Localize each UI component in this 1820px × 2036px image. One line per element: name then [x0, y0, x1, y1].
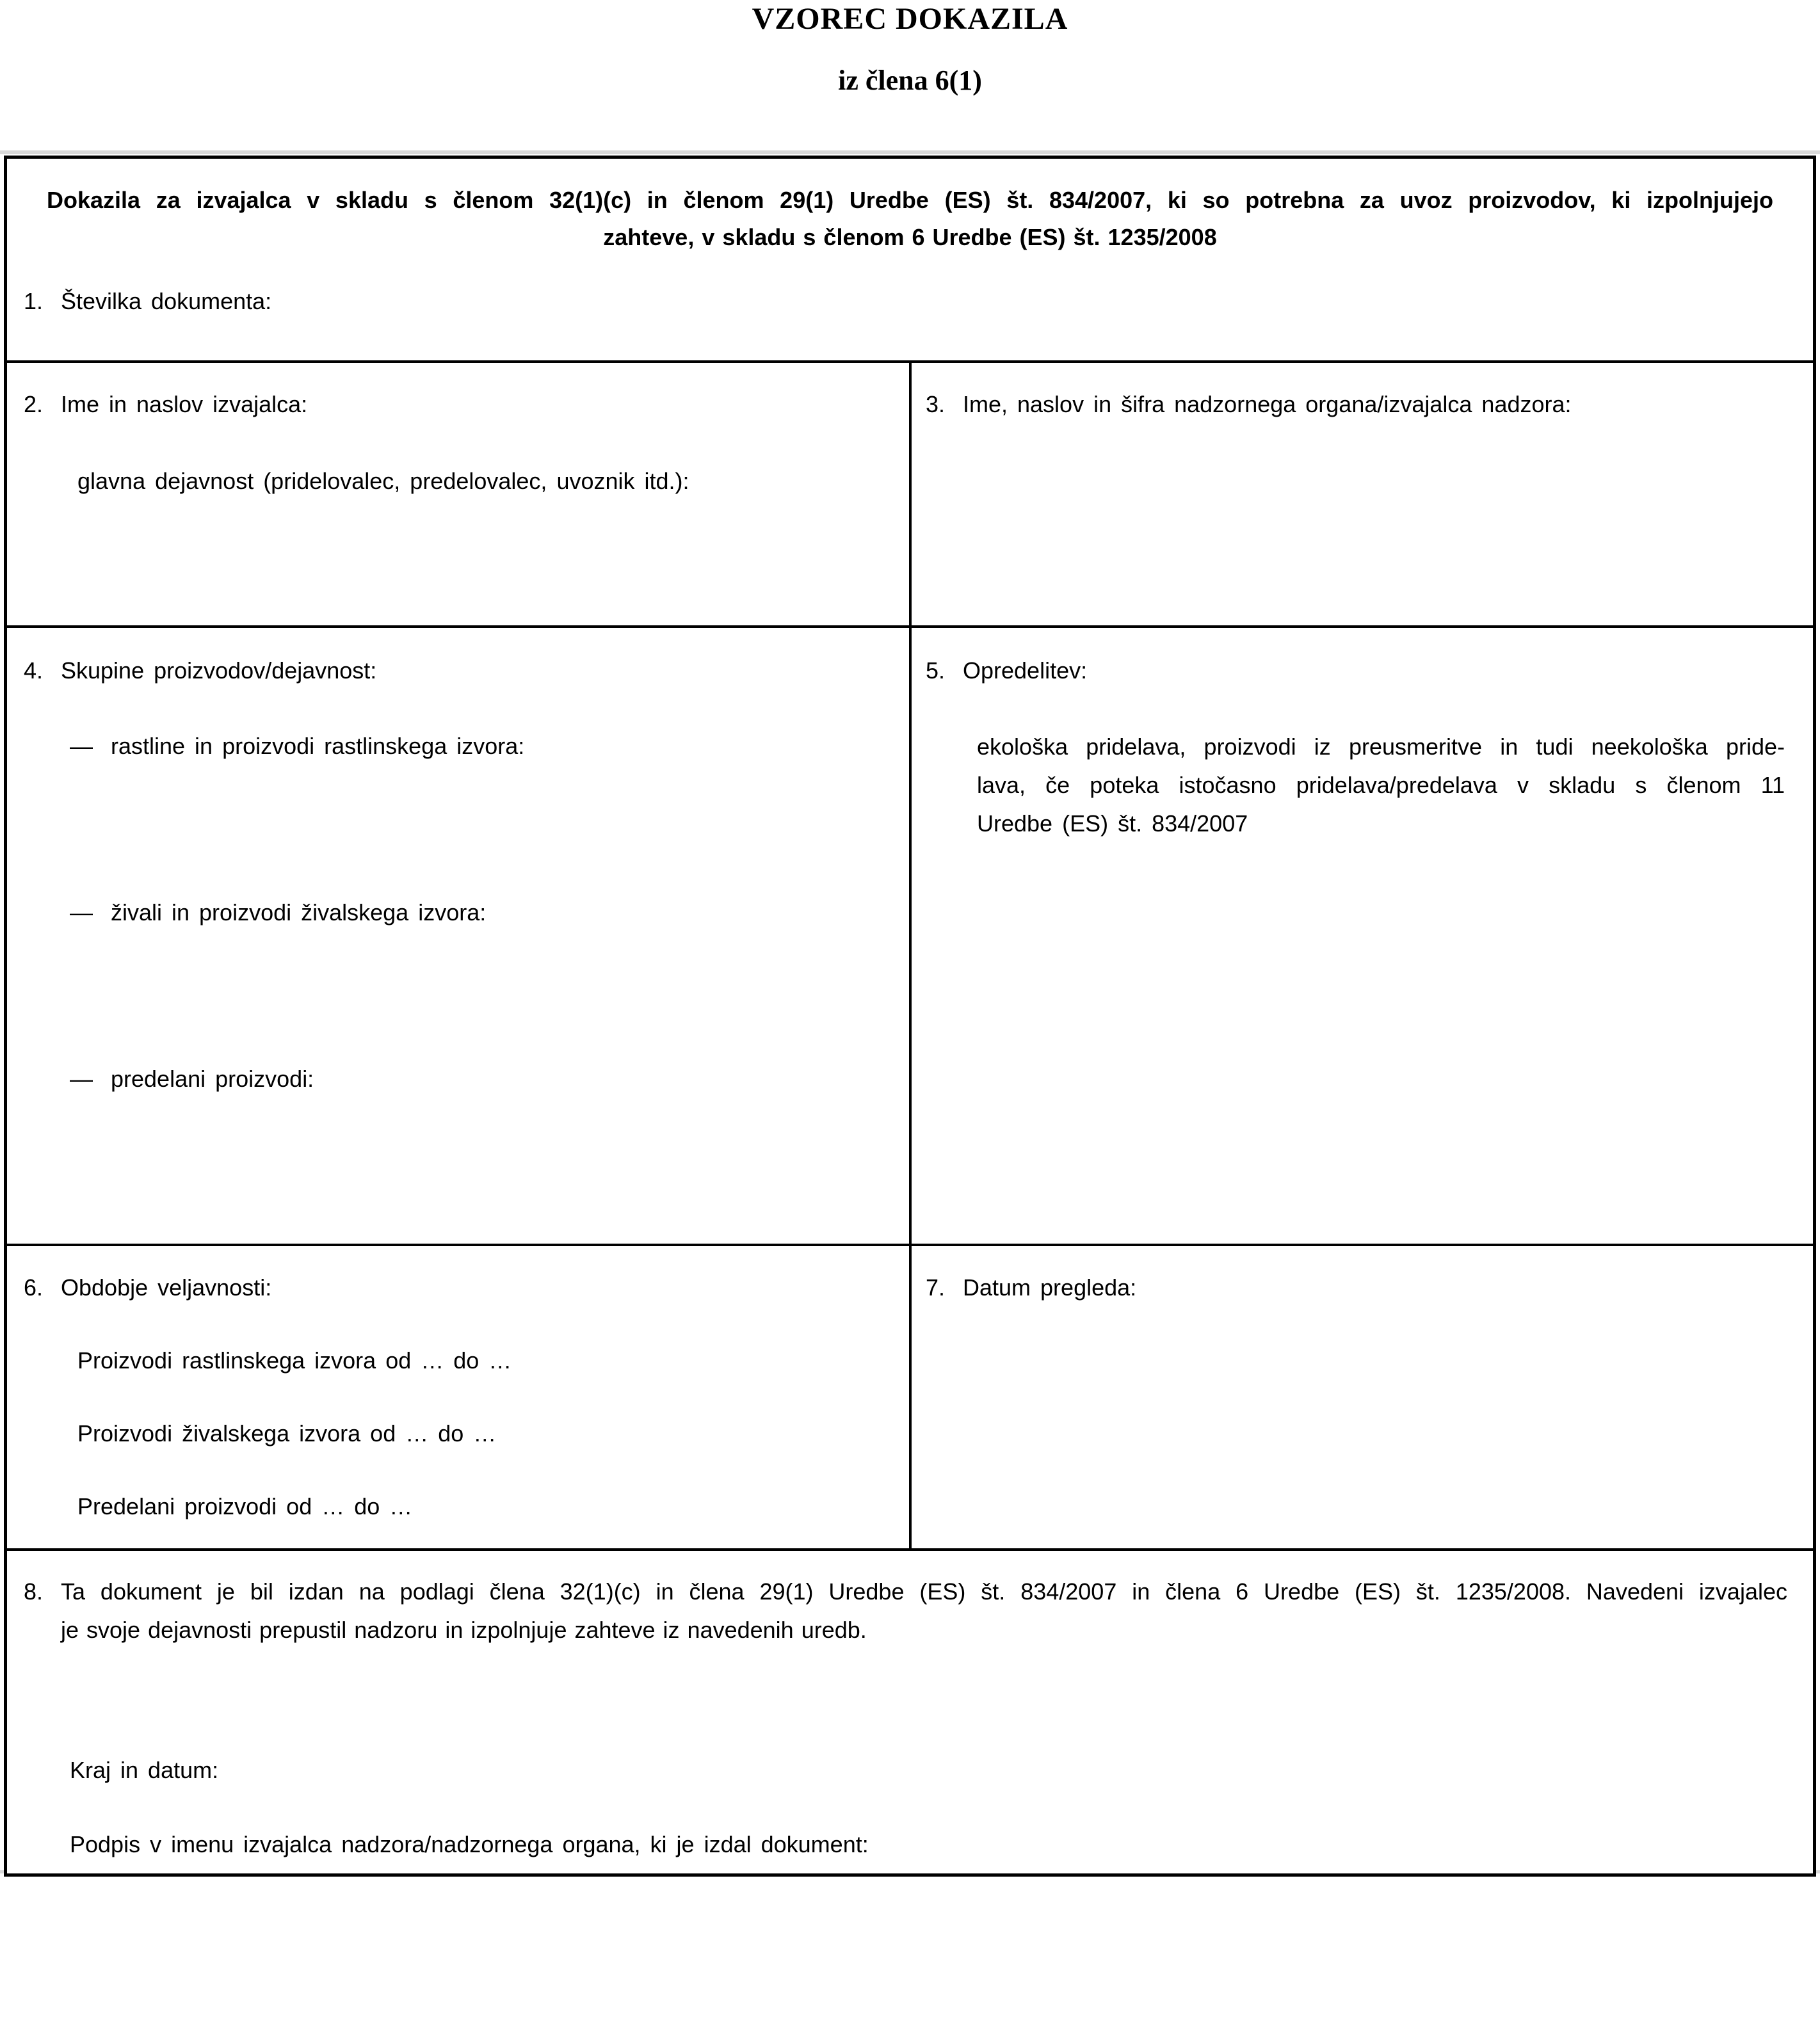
- field-validity-plant: Proizvodi rastlinskega izvora od … do …: [77, 1347, 512, 1374]
- field-control-authority-label: Ime, naslov in šifra nadzornega organa/izvajalca nadzora:: [963, 391, 1572, 417]
- field-operator-label: Ime in naslov izvajalca:: [61, 391, 308, 417]
- cell-validity-period: [7, 1246, 912, 1548]
- field-control-authority-index: 3.: [926, 391, 946, 417]
- dash-bullet: —: [70, 1066, 93, 1092]
- row-validity-and-inspection: [7, 1246, 1813, 1551]
- dash-bullet: —: [70, 899, 93, 926]
- definition-line3: Uredbe (ES) št. 834/2007: [977, 810, 1248, 837]
- evidence-form-table: [4, 156, 1816, 1877]
- field-operator-main-activity-label: glavna dejavnost (pridelovalec, predelovalec, uvoznik itd.):: [77, 468, 689, 494]
- row-declaration-and-signature: [7, 1551, 1813, 1873]
- field-validity-processed: Predelani proizvodi od … do …: [77, 1493, 413, 1519]
- field-validity-period: [7, 1273, 909, 1303]
- form-heading-line2: zahteve, v skladu s členom 6 Uredbe (ES) št. 1235/2008: [603, 224, 1217, 250]
- field-place-and-date-label: Kraj in datum:: [70, 1757, 219, 1783]
- cell-definition: [912, 628, 1813, 1244]
- form-heading-line1: Dokazila za izvajalca v skladu s členom 32(1)(c) in členom 29(1) Uredbe (ES) št. 834/2007, ki so potrebna za uvoz proizvodov, ki izpolnjujejo: [47, 187, 1773, 213]
- field-definition-index: 5.: [926, 657, 946, 684]
- field-inspection-date-index: 7.: [926, 1274, 946, 1301]
- cell-inspection-date: [912, 1246, 1813, 1548]
- definition-line2: lava, če poteka istočasno pridelava/predelava v skladu s členom 11: [977, 772, 1785, 798]
- field-animal-products: [70, 898, 890, 927]
- definition-paragraph: [977, 728, 1785, 843]
- field-plant-products-label: rastline in proizvodi rastlinskega izvora:: [111, 733, 525, 759]
- row-heading-and-docnumber: [7, 182, 1813, 363]
- field-validity-period-index: 6.: [24, 1274, 44, 1301]
- field-validity-period-label: Obdobje veljavnosti:: [61, 1274, 272, 1301]
- row-productgroups-and-definition: [7, 628, 1813, 1246]
- field-definition: [912, 656, 1813, 685]
- field-operator-name-address: [7, 390, 909, 419]
- page-subtitle: iz člena 6(1): [838, 65, 982, 96]
- declaration-line1: Ta dokument je bil izdan na podlagi člena 32(1)(c) in člena 29(1) Uredbe (ES) št. 834/2007 in člena 6 Uredbe (ES) št. 1235/2008. Navedeni izvajalec: [61, 1578, 1787, 1605]
- row-operator-and-authority: [7, 363, 1813, 628]
- field-product-groups: [7, 656, 909, 685]
- field-product-groups-label: Skupine proizvodov/dejavnost:: [61, 657, 377, 684]
- field-product-groups-index: 4.: [24, 657, 44, 684]
- field-processed-products-label: predelani proizvodi:: [111, 1066, 314, 1092]
- field-inspection-date-label: Datum pregleda:: [963, 1274, 1137, 1301]
- field-document-number: [7, 287, 1813, 316]
- page-title: VZOREC DOKAZILA: [752, 2, 1068, 36]
- field-operator-index: 2.: [24, 391, 44, 417]
- declaration-line2: je svoje dejavnosti prepustil nadzoru in izpolnjuje zahteve iz navedenih uredb.: [61, 1617, 867, 1643]
- field-inspection-date: [912, 1273, 1813, 1303]
- cell-product-groups: [7, 628, 912, 1244]
- field-validity-animal: Proizvodi živalskega izvora od … do …: [77, 1420, 497, 1447]
- definition-line1: ekološka pridelava, proizvodi iz preusmeritve in tudi neekološka pride-: [977, 733, 1785, 760]
- field-document-number-label: Številka dokumenta:: [61, 288, 272, 314]
- field-plant-products: [70, 732, 890, 761]
- form-heading: [47, 182, 1773, 256]
- cell-control-authority: [912, 363, 1813, 625]
- cell-operator: [7, 363, 912, 625]
- field-control-authority: [912, 390, 1813, 419]
- field-definition-label: Opredelitev:: [963, 657, 1088, 684]
- field-signature-label: Podpis v imenu izvajalca nadzora/nadzornega organa, ki je izdal dokument:: [70, 1831, 869, 1857]
- field-animal-products-label: živali in proizvodi živalskega izvora:: [111, 899, 487, 926]
- dash-bullet: —: [70, 733, 93, 759]
- declaration-index: 8.: [24, 1578, 44, 1605]
- declaration-statement: [7, 1551, 1813, 1649]
- scan-streak-top: [0, 150, 1820, 154]
- field-processed-products: [70, 1064, 890, 1094]
- field-document-number-index: 1.: [24, 288, 44, 314]
